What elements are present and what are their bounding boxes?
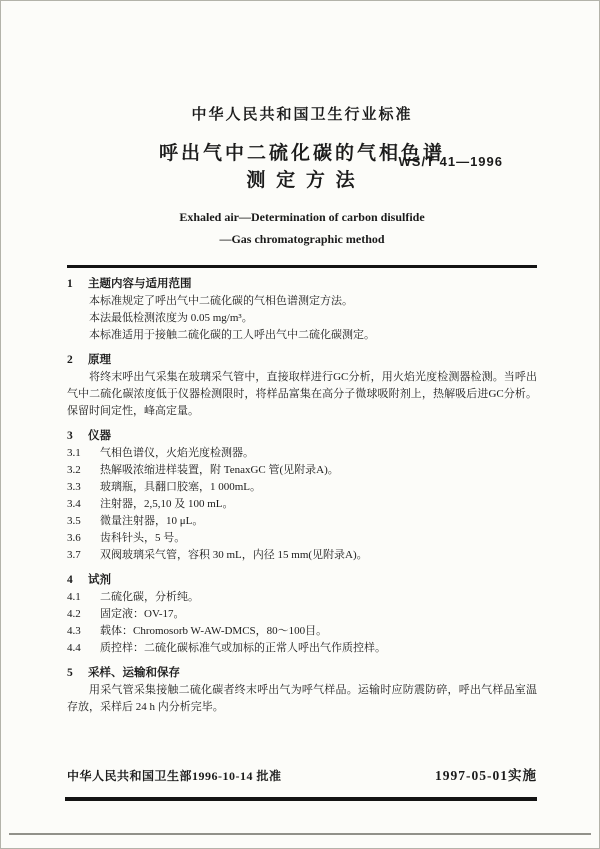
clause-text: 注射器，2,5,10 及 100 mL。: [100, 498, 234, 510]
footer: [67, 764, 537, 784]
paragraph: 用采气管采集接触二硫化碳者终末呼出气为呼气样品。运输时应防震防碎，呼出气样品室温存放，采样后 24 h 内分析完毕。: [67, 684, 537, 713]
clause-item: [67, 589, 537, 606]
header-divider: [67, 265, 537, 268]
clause-text: 质控样：二硫化碳标准气或加标的正常人呼出气作质控样。: [100, 642, 386, 654]
clause-text: 微量注射器，10 μL。: [100, 515, 204, 527]
clause-number: 3.3: [67, 481, 81, 493]
english-title-line-2: —Gas chromatographic method: [219, 232, 385, 246]
section-heading: [67, 428, 537, 445]
section-title: 原理: [88, 354, 111, 366]
clause-item: [67, 513, 537, 530]
section-number: 4: [67, 574, 73, 586]
english-title-line-1: Exhaled air—Determination of carbon disulfide: [179, 210, 425, 224]
clause-item: [67, 606, 537, 623]
clause-text: 固定液：OV-17。: [100, 608, 185, 620]
clause-item: [67, 445, 537, 462]
standard-category-title: 中华人民共和国卫生行业标准: [191, 107, 413, 123]
paragraph: 本法最低检测浓度为 0.05 mg/m³。: [89, 312, 253, 324]
section-title: 采样、运输和保存: [88, 667, 180, 679]
clause-item: [67, 623, 537, 640]
clause-item: [67, 462, 537, 479]
section-title: 主题内容与适用范围: [88, 278, 192, 290]
clause-text: 载体：Chromosorb W-AW-DMCS，80～100目。: [100, 625, 328, 637]
section-number: 1: [67, 278, 73, 290]
clause-item: [67, 530, 537, 547]
section-heading: [67, 276, 537, 293]
clause-item: [67, 547, 537, 564]
document-body: [67, 276, 537, 716]
clause-text: 玻璃瓶，具翻口胶塞，1 000mL。: [100, 481, 262, 493]
section-number: 2: [67, 354, 73, 366]
paragraph: 本标准规定了呼出气中二硫化碳的气相色谱测定方法。: [89, 295, 353, 307]
clause-number: 3.2: [67, 464, 81, 476]
section-heading: [67, 665, 537, 682]
clause-number: 3.6: [67, 532, 81, 544]
clause-number: 3.1: [67, 447, 81, 459]
clause-number: 4.3: [67, 625, 81, 637]
section-principle: [67, 352, 537, 420]
section-sampling: [67, 665, 537, 716]
clause-item: [67, 479, 537, 496]
english-title-block: [67, 206, 537, 250]
clause-number: 4.2: [67, 608, 81, 620]
section-number: 5: [67, 667, 73, 679]
document-title-line-2: 测 定 方 法: [246, 170, 358, 191]
clause-item: [67, 496, 537, 513]
clause-text: 热解吸浓缩进样装置，附 TenaxGC 管(见附录A)。: [100, 464, 339, 476]
document-title-line-1: 呼出气中二硫化碳的气相色谱: [158, 143, 445, 164]
clause-item: [67, 640, 537, 657]
standard-number: WS/T 41—1996: [398, 154, 503, 169]
section-heading: [67, 572, 537, 589]
section-reagents: [67, 572, 537, 657]
paragraph: 本标准适用于接触二硫化碳的工人呼出气中二硫化碳测定。: [89, 329, 375, 341]
scan-artifact-line: [9, 833, 591, 835]
clause-text: 二硫化碳，分析纯。: [100, 591, 199, 603]
title-block: [67, 140, 537, 194]
approval-note: 中华人民共和国卫生部1996-10-14 批准: [67, 769, 282, 783]
section-heading: [67, 352, 537, 369]
section-scope: [67, 276, 537, 344]
clause-text: 气相色谱仪，火焰光度检测器。: [100, 447, 254, 459]
clause-text: 齿科针头，5 号。: [100, 532, 186, 544]
section-title: 试剂: [88, 574, 111, 586]
section-apparatus: [67, 428, 537, 564]
section-title: 仪器: [88, 430, 111, 442]
section-number: 3: [67, 430, 73, 442]
clause-number: 4.4: [67, 642, 81, 654]
clause-text: 双阀玻璃采气管，容积 30 mL，内径 15 mm(见附录A)。: [100, 549, 368, 561]
footer-divider: [65, 797, 537, 801]
implementation-date: 1997-05-01实施: [435, 768, 537, 783]
paragraph: 将终末呼出气采集在玻璃采气管中，直接取样进行GC分析，用火焰光度检测器检测。当呼出气中二硫化碳浓度低于仪器检测限时，将样品富集在高分子微球吸附剂上，热解吸后进GC分析。保留时间定性，峰高定量。: [67, 371, 537, 417]
page-content: [1, 1, 599, 716]
clause-number: 4.1: [67, 591, 81, 603]
clause-number: 3.7: [67, 549, 81, 561]
clause-number: 3.5: [67, 515, 81, 527]
clause-number: 3.4: [67, 498, 81, 510]
